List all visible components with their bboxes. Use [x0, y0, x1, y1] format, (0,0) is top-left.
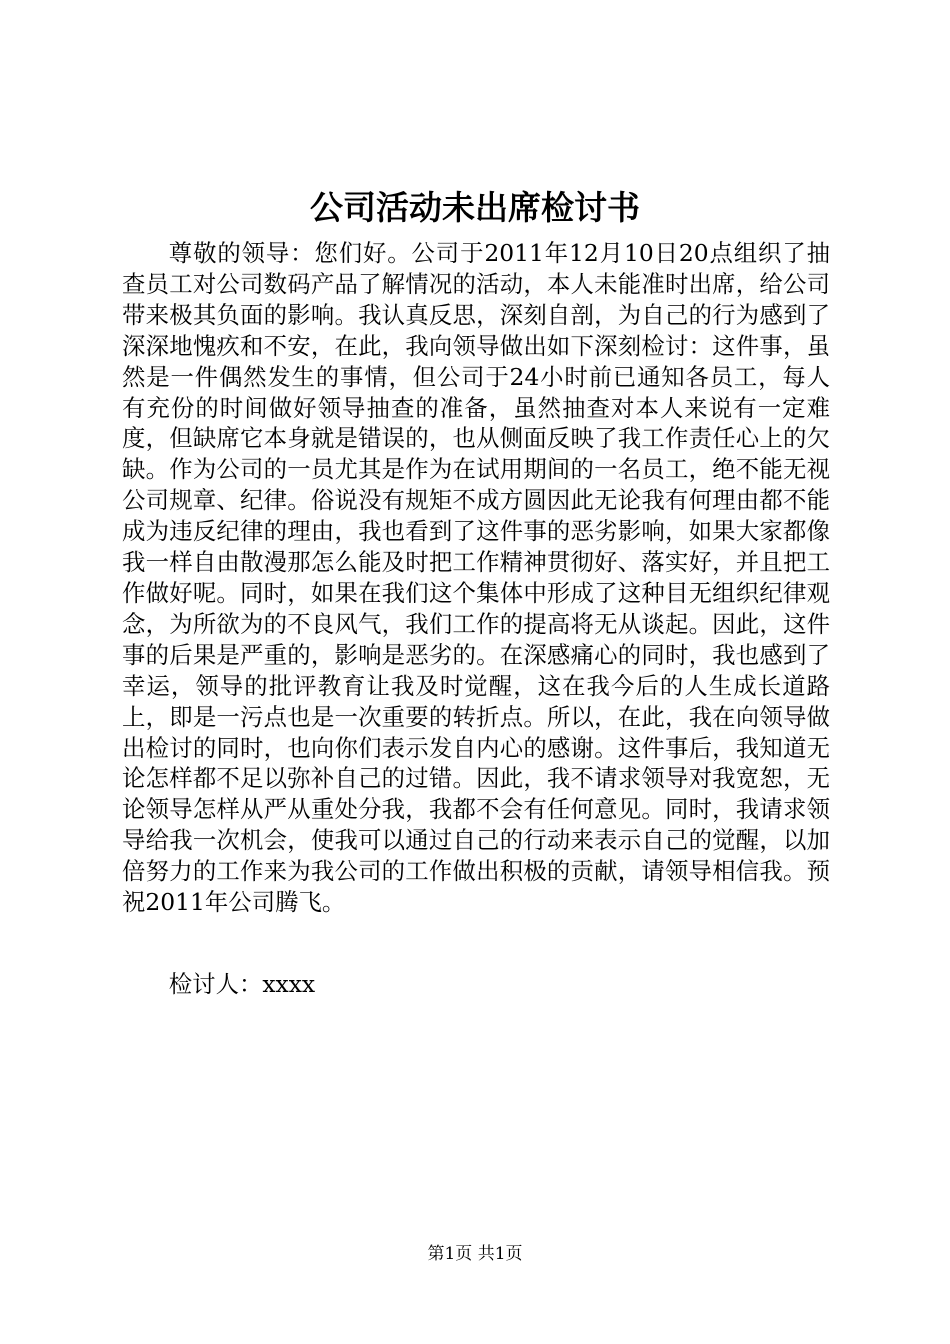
page-number-footer: 第1页 共1页 [427, 1244, 523, 1264]
signature-line: 检讨人：xxxx [168, 970, 316, 998]
document-body: 尊敬的领导：您们好。公司于2011年12月10日20点组织了抽查员工对公司数码产品了解情况的活动，本人未能准时出席，给公司带来极其负面的影响。我认真反思，深刻自剖，为自己的行为感到了深深地愧疚和不安，在此，我向领导做出如下深刻检讨：这件事，虽然是一件偶然发生的事情，但公司于24小时前已通知各员工，每人有充份的时间做好领导抽查的准备，虽然抽查对本人来说有一定难度，但缺席它本身就是错误的，也从侧面反映了我工作责任心上的欠缺。作为公司的一员尤其是作为在试用期间的一名员工，绝不能无视公司规章、纪律。俗说没有规矩不成方圆因此无论我有何理由都不能成为违反纪律的理由，我也看到了这件事的恶劣影响，如果大家都像我一样自由散漫那怎么能及时把工作精神贯彻好、落实好，并且把工作做好呢。同时，如果在我们这个集体中形成了这种目无组织纪律观念，为所欲为的不良风气，我们工作的提高将无从谈起。因此，这件事的后果是严重的，影响是恶劣的。在深感痛心的同时，我也感到了幸运，领导的批评教育让我及时觉醒，这在我今后的人生成长道路上，即是一污点也是一次重要的转折点。所以，在此，我在向领导做出检讨的同时，也向你们表示发自内心的感谢。这件事后，我知道无论怎样都不足以弥补自己的过错。因此，我不请求领导对我宽恕，无论领导怎样从严从重处分我，我都不会有任何意见。同时，我请求领导给我一次机会，使我可以通过自己的行动来表示自己的觉醒，以加倍努力的工作来为我公司的工作做出积极的贡献，请领导相信我。预祝2011年公司腾飞。 [122, 239, 830, 917]
document-title: 公司活动未出席检讨书 [310, 188, 640, 227]
